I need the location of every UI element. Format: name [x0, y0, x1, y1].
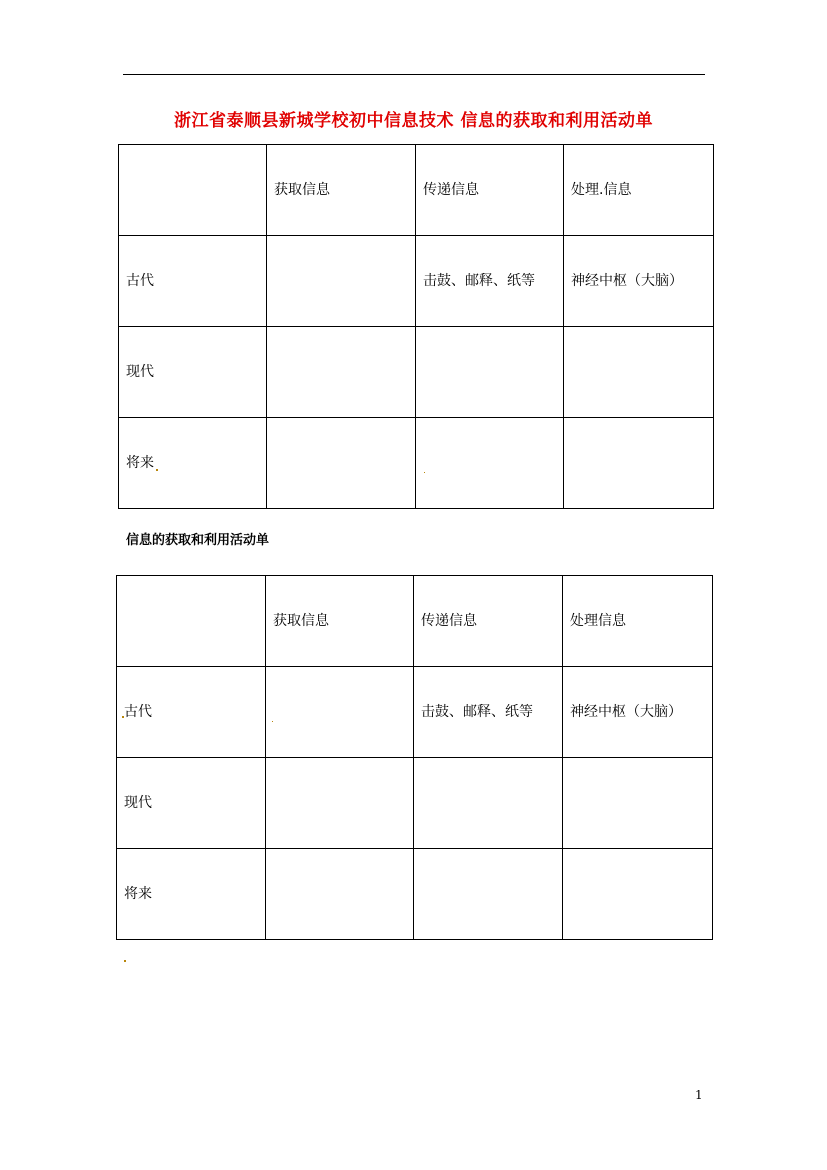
section-title: 信息的获取和利用活动单 — [126, 533, 270, 548]
page-number: 1 — [695, 1088, 703, 1102]
stray-mark — [272, 721, 273, 722]
table-cell: 神经中枢（大脑） — [564, 236, 714, 327]
table-cell — [117, 576, 266, 667]
table-cell — [564, 418, 714, 509]
table-header-row — [119, 145, 714, 236]
table-cell — [563, 849, 713, 940]
table-row — [117, 758, 713, 849]
table-cell — [416, 327, 564, 418]
activity-table-2 — [116, 575, 713, 940]
stray-mark — [124, 960, 126, 962]
stray-mark — [156, 469, 158, 471]
table-cell — [267, 418, 416, 509]
header-rule — [123, 74, 705, 75]
table-cell — [414, 758, 563, 849]
stray-mark — [122, 716, 124, 718]
activity-table-1 — [118, 144, 714, 509]
table-row — [117, 849, 713, 940]
table-cell — [266, 849, 414, 940]
row-label-cell: 古代 — [119, 236, 267, 327]
table-cell: 击鼓、邮释、纸等 — [416, 236, 564, 327]
row-label-cell: 现代 — [117, 758, 266, 849]
table-row — [119, 236, 714, 327]
table-cell — [266, 667, 414, 758]
table-header-cell: 处理.信息 — [564, 145, 714, 236]
table-header-cell: 传递信息 — [416, 145, 564, 236]
stray-mark — [424, 472, 425, 473]
table-row — [119, 327, 714, 418]
row-label-cell: 将来 — [117, 849, 266, 940]
table-cell — [119, 145, 267, 236]
table-cell: 神经中枢（大脑） — [563, 667, 713, 758]
table-header-cell: 处理信息 — [563, 576, 713, 667]
row-label-cell: 现代 — [119, 327, 267, 418]
table-cell — [414, 849, 563, 940]
table-header-cell: 传递信息 — [414, 576, 563, 667]
table-cell — [267, 236, 416, 327]
document-title: 浙江省泰顺县新城学校初中信息技术 信息的获取和利用活动单 — [174, 111, 653, 131]
table-cell — [267, 327, 416, 418]
row-label-cell: 将来 — [119, 418, 267, 509]
table-cell — [416, 418, 564, 509]
table-row — [119, 418, 714, 509]
table-row — [117, 667, 713, 758]
table-cell: 击鼓、邮释、纸等 — [414, 667, 563, 758]
table-header-row — [117, 576, 713, 667]
row-label-cell: 古代 — [117, 667, 266, 758]
table-cell — [266, 758, 414, 849]
table-header-cell: 获取信息 — [266, 576, 414, 667]
table-cell — [563, 758, 713, 849]
table-cell — [564, 327, 714, 418]
table-header-cell: 获取信息 — [267, 145, 416, 236]
